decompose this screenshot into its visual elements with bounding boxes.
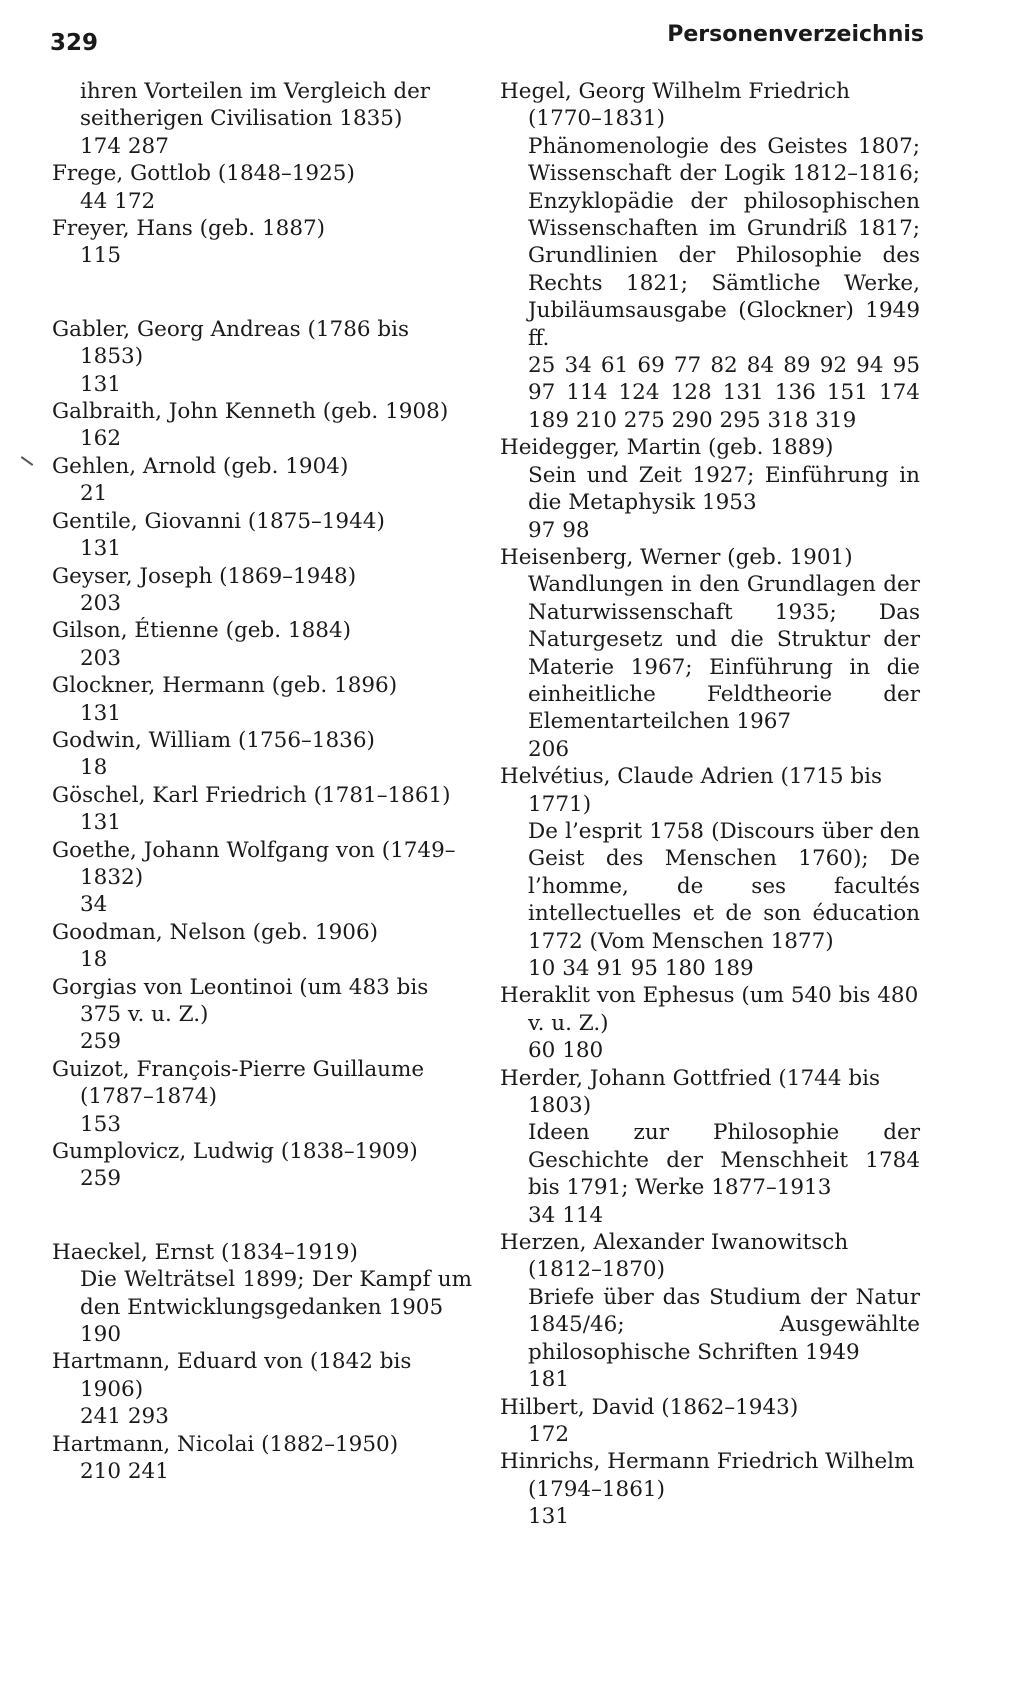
continuation-line: ihren Vorteilen im Vergleich der (80, 79, 431, 104)
entry-works: Sein und Zeit 1927; Einführung in die Metaphysik 1953 (528, 462, 920, 516)
index-entry (52, 974, 472, 1056)
entry-pages: 131 (80, 371, 122, 397)
entry-name: Göschel, Karl Friedrich (1781–1861) (52, 782, 451, 808)
entry-name: Geyser, Joseph (1869–1948) (52, 563, 357, 589)
entry-pages: 131 (528, 1504, 570, 1530)
entry-name: Hilbert, David (1862–1943) (500, 1394, 799, 1420)
entry-name: Gabler, Georg Andreas (1786 bis 1853) (52, 316, 410, 370)
entry-works: Phänomenologie des Geistes 1807; Wissenschaft der Logik 1812–1816; Enzyklopädie der philosophischen Wissenschaften im Grundriß 1817; Grundlinien der Philosophie des Rechts 1821; Sämtliche Werke, Jubiläumsausgabe (Glockner) 1949 ff. (528, 133, 920, 351)
entry-pages: 206 (528, 736, 570, 762)
entry-name: Gehlen, Arnold (geb. 1904) (52, 453, 349, 479)
entry-pages: 97 98 (528, 517, 590, 543)
entry-name: Herzen, Alexander Iwanowitsch (1812–1870) (500, 1230, 849, 1283)
entry-pages: 60 180 (528, 1038, 604, 1064)
entry-pages: 10 34 91 95 180 189 (528, 956, 754, 981)
entry-pages: 131 (80, 536, 122, 562)
index-entry (500, 1229, 920, 1393)
entry-pages: 259 (80, 1166, 122, 1192)
entry-pages: 259 (80, 1029, 122, 1055)
entry-works: Wandlungen in den Grundlagen der Naturwissenschaft 1935; Das Naturgesetz und die Struktur der Materie 1967; Einführung in die einheitliche Feldtheorie der Elementarteilchen 1967 (528, 572, 920, 735)
entry-pages: 18 (80, 755, 108, 781)
index-entry (52, 1138, 472, 1193)
entry-name: Gentile, Giovanni (1875–1944) (52, 508, 385, 534)
index-entry (500, 982, 920, 1064)
entry-name: Gumplovicz, Ludwig (1838–1909) (52, 1139, 418, 1165)
entry-name: Glockner, Hermann (geb. 1896) (52, 673, 398, 699)
entry-pages: 131 (80, 810, 122, 836)
entry-name: Haeckel, Ernst (1834–1919) (52, 1239, 358, 1265)
entry-pages: 115 (80, 243, 122, 269)
page-number: 329 (50, 30, 99, 56)
entry-name: Godwin, William (1756–1836) (52, 727, 375, 753)
scan-mark (21, 456, 34, 466)
entry-pages: 18 (80, 947, 108, 973)
index-entry (52, 1239, 472, 1349)
entry-name: Galbraith, John Kenneth (geb. 1908) (52, 399, 449, 425)
index-entry (500, 763, 920, 982)
left-column (52, 78, 472, 1486)
index-entry (52, 837, 472, 919)
entry-name: Hartmann, Eduard von (1842 bis 1906) (52, 1349, 412, 1402)
continuation-entry (52, 78, 472, 160)
index-entry (500, 78, 920, 434)
entry-pages: 44 172 (80, 188, 156, 214)
entry-name: Herder, Johann Gottfried (1744 bis 1803) (500, 1065, 881, 1119)
index-entry (500, 1065, 920, 1229)
entry-pages: 190 (80, 1322, 122, 1348)
entry-name: Hinrichs, Hermann Friedrich Wilhelm (1794–1861) (500, 1449, 915, 1502)
entry-name: Frege, Gottlob (1848–1925) (52, 161, 355, 187)
index-entry (52, 919, 472, 974)
entry-pages: 25 34 61 69 77 82 84 89 92 94 95 97 114 124 128 131 136 151 174 189 210 275 290 295 318 319 (528, 353, 920, 433)
continuation-pages: 174 287 (80, 133, 169, 159)
entry-pages: 203 (80, 645, 122, 671)
entry-works: Ideen zur Philosophie der Geschichte der Menschheit 1784 bis 1791; Werke 1877–1913 (528, 1120, 920, 1201)
entry-name: Hegel, Georg Wilhelm Friedrich (1770–1831) (500, 79, 850, 132)
entry-pages: 210 241 (80, 1459, 169, 1485)
entry-pages: 241 293 (80, 1404, 169, 1430)
entry-pages: 131 (80, 700, 122, 726)
entry-pages: 21 (80, 481, 108, 507)
index-entry (52, 508, 472, 563)
entry-pages: 34 114 (528, 1202, 604, 1228)
entry-name: Freyer, Hans (geb. 1887) (52, 216, 326, 242)
entry-works: De l’esprit 1758 (Discours über den Geist des Menschen 1760); De l’homme, de ses facultés intellectuelles et de son éducation 1772 (Vom Menschen 1877) (528, 818, 920, 954)
running-head: Personenverzeichnis (667, 22, 924, 47)
entry-pages: 162 (80, 426, 122, 452)
index-entry (500, 434, 920, 544)
index-entry (52, 398, 472, 453)
entry-name: Heidegger, Martin (geb. 1889) (500, 435, 834, 461)
index-entry (500, 1448, 920, 1530)
index-entry (52, 1056, 472, 1138)
entry-pages: 34 (80, 892, 108, 918)
right-column (500, 78, 920, 1531)
index-entry (52, 1431, 472, 1486)
index-entry (52, 215, 472, 270)
entry-pages: 153 (80, 1111, 122, 1137)
continuation-line: seitherigen Civilisation 1835) (80, 106, 403, 132)
entry-name: Gilson, Étienne (geb. 1884) (52, 618, 352, 644)
entry-name: Guizot, François-Pierre Guillaume (1787–1874) (52, 1056, 425, 1110)
index-entry (52, 160, 472, 215)
index-entry (52, 316, 472, 398)
index-entry (52, 563, 472, 618)
entry-name: Goethe, Johann Wolfgang von (1749–1832) (52, 837, 456, 890)
letter-gap (52, 1193, 472, 1239)
entry-name: Helvétius, Claude Adrien (1715 bis 1771) (500, 764, 883, 817)
entry-works: Briefe über das Studium der Natur 1845/46; Ausgewählte philosophische Schriften 1949 (528, 1284, 920, 1365)
index-entry (52, 782, 472, 837)
index-entry (500, 1394, 920, 1449)
entry-pages: 172 (528, 1421, 570, 1447)
entry-name: Goodman, Nelson (geb. 1906) (52, 919, 379, 945)
index-entry (52, 727, 472, 782)
index-entry (52, 453, 472, 508)
entry-works: Die Welträtsel 1899; Der Kampf um den Entwicklungsgedanken 1905 (80, 1267, 472, 1320)
entry-pages: 203 (80, 590, 122, 616)
entry-pages: 181 (528, 1367, 570, 1393)
index-entry (52, 617, 472, 672)
entry-name: Gorgias von Leontinoi (um 483 bis 375 v. u. Z.) (52, 974, 429, 1027)
entry-name: Heraklit von Ephesus (um 540 bis 480 v. u. Z.) (500, 983, 919, 1036)
entry-name: Heisenberg, Werner (geb. 1901) (500, 544, 853, 570)
entry-name: Hartmann, Nicolai (1882–1950) (52, 1431, 399, 1457)
index-entry (52, 1348, 472, 1430)
index-entry (500, 544, 920, 763)
index-entry (52, 672, 472, 727)
letter-gap (52, 270, 472, 316)
